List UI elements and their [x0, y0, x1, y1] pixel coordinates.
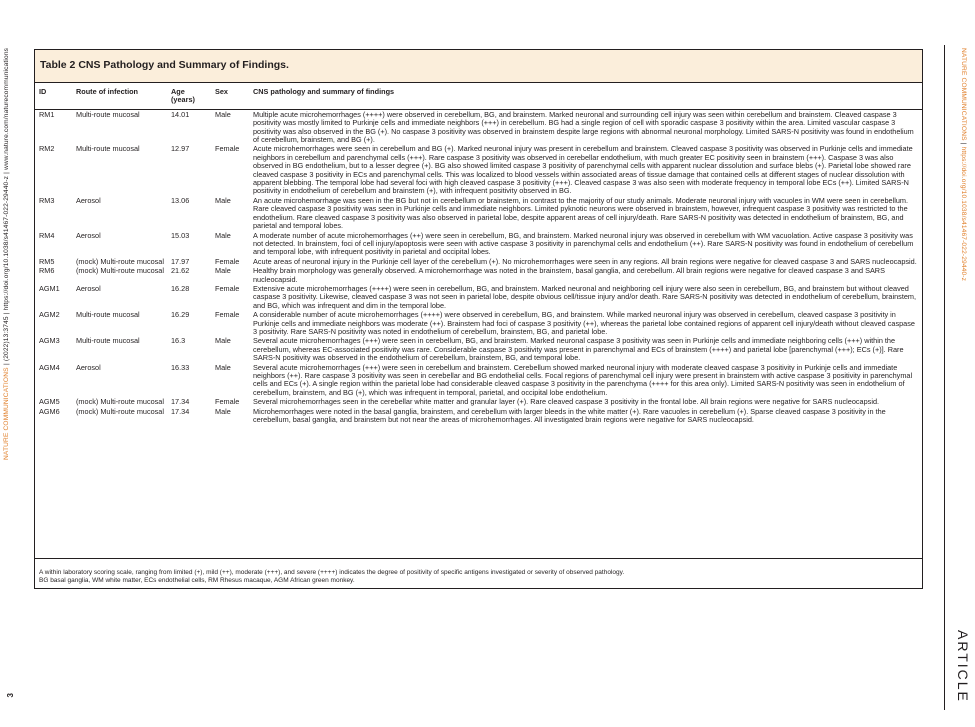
header-sex: Sex — [211, 83, 249, 109]
table-header-row — [35, 83, 922, 109]
cell-id: RM6 — [39, 266, 55, 276]
table-footnote — [39, 569, 918, 585]
cell-age: 13.06 — [171, 195, 190, 205]
footnote-abbrev: BG basal ganglia, WM white matter, ECs endothelial cells, RM Rhesus macaque, AGM African green monkey. — [39, 576, 355, 584]
cell-summary: Extensive acute microhemorrhages (++++) were seen in cerebellum, BG, and brainstem. Marked neuronal and neighboring cell injury were also seen in cerebellum, BG, and brainstem but without cleaved caspase 3 positivity. Likewise, cleaved caspase 3 was not seen in parietal lobe, despite obvious cell/tissue injury and/or death. Rare SARS-N positivity was detected in endothelium of cerebellum, brainstem, and BG, which was infrequent and dim in the temporal lobe. — [253, 283, 917, 310]
right-margin-doi — [960, 48, 967, 281]
cell-route: (mock) Multi-route mucosal — [76, 406, 164, 416]
footnote-rule — [35, 558, 922, 559]
cell-id: AGM5 — [39, 397, 60, 407]
cell-sex: Female — [215, 397, 240, 407]
cell-sex: Male — [215, 195, 231, 205]
table-caption: Table 2 CNS Pathology and Summary of Findings. — [35, 50, 922, 83]
table-row — [35, 363, 922, 398]
table-row — [35, 196, 922, 231]
cell-id: RM2 — [39, 144, 55, 154]
cell-age: 12.97 — [171, 144, 190, 154]
cell-id: RM3 — [39, 195, 55, 205]
cell-id: AGM4 — [39, 362, 60, 372]
cell-sex: Male — [215, 230, 231, 240]
cell-route: Aerosol — [76, 195, 101, 205]
table-row — [35, 266, 922, 284]
cell-summary: A moderate number of acute microhemorrhages (++) were seen in cerebellum, BG, and brainstem. Marked neuronal injury was observed in cerebellum with WM vacuolation. Active caspase 3 positivity was not detected. In brainstem, foci of cell injury/apoptosis were seen with active caspase 3 positivity in parenchymal cells and endothelium (++). Rare SARS-N positivity was found in endothelium of cerebellum and temporal lobe, with infrequent positivity in parietal and occipital lobes. — [253, 230, 914, 257]
footnote-scale: A within laboratory scoring scale, ranging from limited (+), mild (++), moderate (+++), and severe (++++) indicates the degree of positivity of specific antigens investigated or severity of observed pathology. — [39, 568, 625, 576]
cell-route: (mock) Multi-route mucosal — [76, 397, 164, 407]
header-route: Route of infection — [72, 83, 167, 109]
cell-summary: An acute microhemorrhage was seen in the BG but not in cerebellum or brainstem, in contrast to the majority of our study animals. Moderate neuronal injury with vacuoles in WM were seen in cerebellum. Rare cleaved caspase 3 positivity was seen in Purkinje cells and immediate neighbors. Limited pyknotic neurons were observed in brainstem, however, infrequent caspase 3 positivity was restricted to the endothelium. Rare cleaved caspase 3 positivity was also observed in parietal lobe, despite apparent areas of cell injury/death. Rare SARS-N positivity was detected in endothelium of brainstem, BG, and parietal and temporal lobes. — [253, 195, 909, 231]
cell-route: (mock) Multi-route mucosal — [76, 256, 164, 266]
cell-summary: Several acute microhemorrhages (+++) were seen in cerebellum and brainstem. Cerebellum showed marked neuronal injury with moderate cleaved caspase 3 positivity in Purkinje cells and immediate neighbors (++). Rare caspase 3 positivity was seen in cerebellar and BG endothelial cells. Focal regions of parenchymal cell injury were present in brainstem with active caspase 3 positivity in parenchymal cells and ECs (+). A single region within the parietal lobe had considerable cleaved caspase 3 positivity in the parenchyma (++++ for this area only). Limited SARS-N positivity was seen in endothelium of cerebellum, brainstem, and BG (+), which was infrequent in temporal, parietal, and occipital lobe endothelium. — [253, 362, 913, 397]
cell-sex: Male — [215, 266, 231, 276]
cell-route: Multi-route mucosal — [76, 310, 140, 320]
header-id: ID — [35, 83, 72, 109]
table-row — [35, 310, 922, 336]
page-number: 3 — [6, 693, 15, 698]
cell-age: 21.62 — [171, 266, 190, 276]
cell-sex: Male — [215, 109, 231, 119]
table-row — [35, 257, 922, 266]
cell-route: Multi-route mucosal — [76, 336, 140, 346]
header-age: Age (years) — [167, 83, 211, 109]
cell-sex: Male — [215, 336, 231, 346]
cell-summary: Acute areas of neuronal injury in the Purkinje cell layer of the cerebellum (+). No microhemorrhages were seen in any regions. All brain regions were negative for cleaved caspase 3 and SARS nucleocapsid. — [253, 256, 917, 266]
cell-id: AGM1 — [39, 283, 60, 293]
cell-route: Aerosol — [76, 283, 101, 293]
cell-route: Aerosol — [76, 362, 101, 372]
cell-route: Aerosol — [76, 230, 101, 240]
article-label: ARTICLE — [955, 630, 971, 703]
cell-age: 17.34 — [171, 397, 190, 407]
cell-age: 16.3 — [171, 336, 186, 346]
table-row — [35, 336, 922, 362]
table-row — [35, 109, 922, 144]
cell-age: 17.34 — [171, 406, 190, 416]
cell-sex: Female — [215, 144, 240, 154]
cell-summary: Multiple acute microhemorrhages (++++) were observed in cerebellum, BG, and brainstem. Marked neuronal and surrounding cell injury was seen within cerebellum and brainstem. Cleaved caspase 3 positivity was mostly limited to Purkinje cells and immediate neighbors (+++) in cerebellum. BG had a single region of cell with sporadic caspase 3 positivity within the area. Limited vascular caspase 3 positivity was also observed in the BG (+). No caspase 3 positivity was observed in brainstem despite large regions with abnormal neuronal morphology. Limited SARS-N positivity was found in endothelium of cerebellum, brainstem, and BG (+). — [253, 109, 914, 145]
cell-route: Multi-route mucosal — [76, 109, 140, 119]
pathology-table — [35, 83, 922, 424]
cell-sex: Female — [215, 283, 240, 293]
cell-id: AGM2 — [39, 310, 60, 320]
cell-sex: Female — [215, 310, 240, 320]
doi-link[interactable]: https://doi.org/10.1038/s41467-022-29440-z — [960, 146, 967, 282]
cell-age: 15.03 — [171, 230, 190, 240]
cell-id: RM4 — [39, 230, 55, 240]
cell-route: Multi-route mucosal — [76, 144, 140, 154]
cell-age: 14.01 — [171, 109, 190, 119]
cell-summary: Healthy brain morphology was generally observed. A microhemorrhage was noted in the brainstem, basal ganglia, and cerebellum. All brain regions were negative for cleaved caspase 3 and SARS nucleocapsid. — [253, 266, 885, 284]
left-margin-citation — [3, 48, 10, 708]
cell-summary: A considerable number of acute microhemorrhages (++++) were observed in cerebellum, BG, and brainstem. While marked neuronal injury was observed in cerebellum, cleaved caspase 3 positivity in Purkinje cells and immediate neighbors was moderate (++). Brainstem had foci of caspase 3 positivity (++), whereas the parietal lobe contained regions of apparent cell injury/death without cleaved caspase 3 positivity. Rare SARS-N positivity was noted in endothelium of cerebellum, brainstem, BG, and parietal lobe. — [253, 310, 915, 336]
cell-summary: Several acute microhemorrhages (+++) were seen in cerebellum, BG, and brainstem. Marked neuronal caspase 3 positivity was seen in Purkinje cells and immediate neighboring cells (+++) within the cerebellum, whereas EC-associated positivity was rare. Considerable caspase 3 positivity was present in parenchymal and ECs of brainstem (++++) and parietal lobe [parenchymal (+++); ECs (+)]. Rare SARS-N positivity was observed in the endothelium of cerebellum, brainstem, BG, and temporal lobe. — [253, 336, 904, 363]
header-summary: CNS pathology and summary of findings — [249, 83, 922, 109]
cell-summary: Several microhemorrhages seen in the cerebellar white matter and granular layer (+). Rare cleaved caspase 3 positivity in the frontal lobe. All brain regions were negative for SARS nucleocapsid. — [253, 397, 880, 407]
cell-sex: Female — [215, 256, 240, 266]
cell-summary: Microhemorrhages were noted in the basal ganglia, brainstem, and cerebellum with larger bleeds in the white matter (+). Rare vacuoles in cerebellum (+). Sparse cleaved caspase 3 positivity in the cerebellum, basal ganglia, and brainstem but not near the areas of microhemorrhages. All investigated brain regions were negative for SARS nucleocapsid. — [253, 406, 886, 425]
cell-route: (mock) Multi-route mucosal — [76, 266, 164, 276]
table-row — [35, 397, 922, 406]
cell-age: 16.29 — [171, 310, 190, 320]
journal-name-right: NATURE COMMUNICATIONS — [960, 48, 967, 141]
table-row — [35, 231, 922, 257]
cell-age: 17.97 — [171, 256, 190, 266]
table-row — [35, 144, 922, 195]
cell-id: AGM3 — [39, 336, 60, 346]
cell-age: 16.33 — [171, 362, 190, 372]
right-margin-rule — [944, 45, 945, 710]
table-row — [35, 284, 922, 310]
citation-text: | (2022)13:3745 | https://doi.org/10.1038/s41467-022-29440-z | www.nature.com/naturecommunications — [3, 48, 10, 366]
cell-id: RM5 — [39, 256, 55, 266]
table-row — [35, 407, 922, 425]
cell-sex: Male — [215, 362, 231, 372]
journal-name-left: NATURE COMMUNICATIONS — [3, 367, 10, 460]
cell-summary: Acute microhemorrhages were seen in cerebellum and BG (+). Marked neuronal injury was present in cerebellum and brainstem. Cleaved caspase 3 positivity was observed in Purkinje cells and immediate neighbors in cerebellum and parenchymal cells (+++). Rare caspase 3 positivity was observed in cerebellar endothelium, with much greater EC positivity seen in brainstem (+++). Caspase 3 was also observed in BG endothelium, but to a lesser degree (+). BG also showed limited caspase 3 positivity of parenchymal cells with apparent nuclear dissolution and surface blebs (+). Parietal lobe showed rare cleaved caspase 3 positivity in ECs and parenchymal cells. This was localized to blood vessels within associated areas of tissue damage that contained cells at different stages of nuclear dissolution with apparent blebbing. The temporal lobe had several foci with high cleaved caspase 3 positivity (+++). Cleaved caspase 3 was also seen with moderate frequency in temporal lobe ECs (++). Limited SARS-N positivity in endothelium of cerebellum and brainstem (+), with infrequent positivity observed in BG. — [253, 144, 913, 196]
cell-id: AGM6 — [39, 406, 60, 416]
cell-age: 16.28 — [171, 283, 190, 293]
separator: | — [960, 142, 967, 145]
table-container — [34, 49, 923, 589]
cell-id: RM1 — [39, 109, 55, 119]
cell-sex: Male — [215, 406, 231, 416]
